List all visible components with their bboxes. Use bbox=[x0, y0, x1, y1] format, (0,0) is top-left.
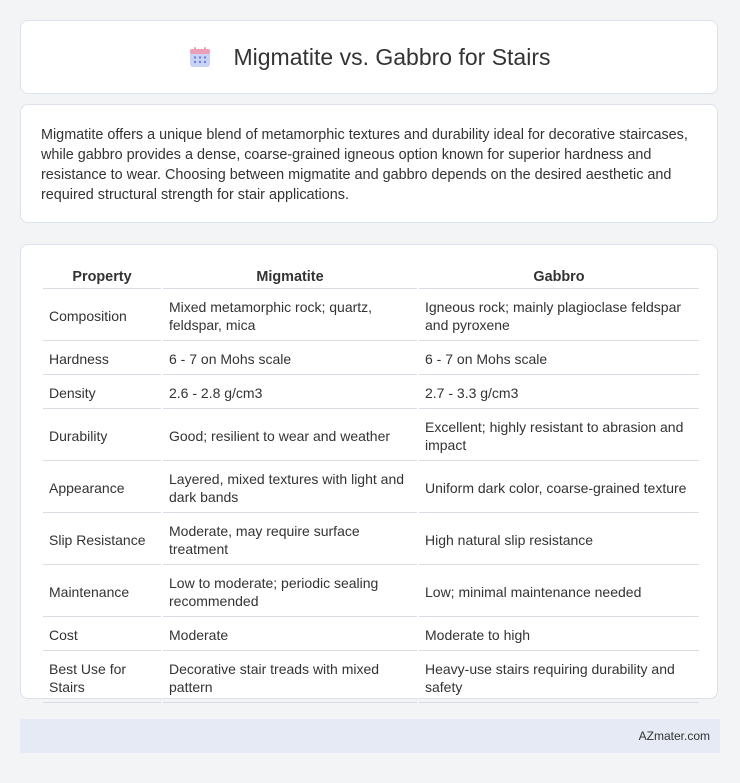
table-row bbox=[43, 343, 699, 375]
comparison-table bbox=[41, 263, 701, 705]
row-gabbro: Uniform dark color, coarse-grained texture bbox=[419, 463, 699, 513]
table-row bbox=[43, 653, 699, 703]
row-property: Composition bbox=[43, 291, 161, 341]
footer-site-link[interactable]: AZmater.com bbox=[638, 729, 710, 743]
table-row bbox=[43, 411, 699, 461]
row-migmatite: Moderate, may require surface treatment bbox=[163, 515, 417, 565]
intro-paragraph: Migmatite offers a unique blend of metamorphic textures and durability ideal for decorative staircases, while gabbro provides a dense, coarse-grained igneous option known for superior hardness and resistance to wear. Choosing between migmatite and gabbro depends on the desired aesthetic and required structural strength for stair applications. bbox=[41, 127, 688, 203]
table-row bbox=[43, 567, 699, 617]
table-row bbox=[43, 515, 699, 565]
row-migmatite: Decorative stair treads with mixed pattern bbox=[163, 653, 417, 703]
comparison-table-card bbox=[20, 244, 718, 699]
calendar-icon bbox=[188, 45, 212, 69]
row-property: Cost bbox=[43, 619, 161, 651]
row-gabbro: Low; minimal maintenance needed bbox=[419, 567, 699, 617]
row-migmatite: 6 - 7 on Mohs scale bbox=[163, 343, 417, 375]
title-card bbox=[20, 20, 718, 94]
row-migmatite: Low to moderate; periodic sealing recommended bbox=[163, 567, 417, 617]
intro-card bbox=[20, 104, 718, 223]
row-gabbro: Heavy-use stairs requiring durability and safety bbox=[419, 653, 699, 703]
row-migmatite: Layered, mixed textures with light and dark bands bbox=[163, 463, 417, 513]
header-gabbro: Gabbro bbox=[419, 265, 699, 289]
row-property: Density bbox=[43, 377, 161, 409]
row-property: Maintenance bbox=[43, 567, 161, 617]
row-migmatite: 2.6 - 2.8 g/cm3 bbox=[163, 377, 417, 409]
table-row bbox=[43, 377, 699, 409]
row-migmatite: Mixed metamorphic rock; quartz, feldspar, mica bbox=[163, 291, 417, 341]
row-gabbro: 2.7 - 3.3 g/cm3 bbox=[419, 377, 699, 409]
row-property: Appearance bbox=[43, 463, 161, 513]
row-property: Slip Resistance bbox=[43, 515, 161, 565]
row-migmatite: Good; resilient to wear and weather bbox=[163, 411, 417, 461]
table-row bbox=[43, 463, 699, 513]
row-property: Hardness bbox=[43, 343, 161, 375]
page-title: Migmatite vs. Gabbro for Stairs bbox=[233, 43, 551, 70]
row-property: Durability bbox=[43, 411, 161, 461]
table-row bbox=[43, 619, 699, 651]
row-gabbro: High natural slip resistance bbox=[419, 515, 699, 565]
row-gabbro: Moderate to high bbox=[419, 619, 699, 651]
table-header-row bbox=[43, 265, 699, 289]
row-gabbro: Excellent; highly resistant to abrasion and impact bbox=[419, 411, 699, 461]
row-gabbro: 6 - 7 on Mohs scale bbox=[419, 343, 699, 375]
row-property: Best Use for Stairs bbox=[43, 653, 161, 703]
header-property: Property bbox=[43, 265, 161, 289]
row-gabbro: Igneous rock; mainly plagioclase feldspar and pyroxene bbox=[419, 291, 699, 341]
row-migmatite: Moderate bbox=[163, 619, 417, 651]
footer-bar bbox=[20, 719, 720, 753]
header-migmatite: Migmatite bbox=[163, 265, 417, 289]
table-row bbox=[43, 291, 699, 341]
